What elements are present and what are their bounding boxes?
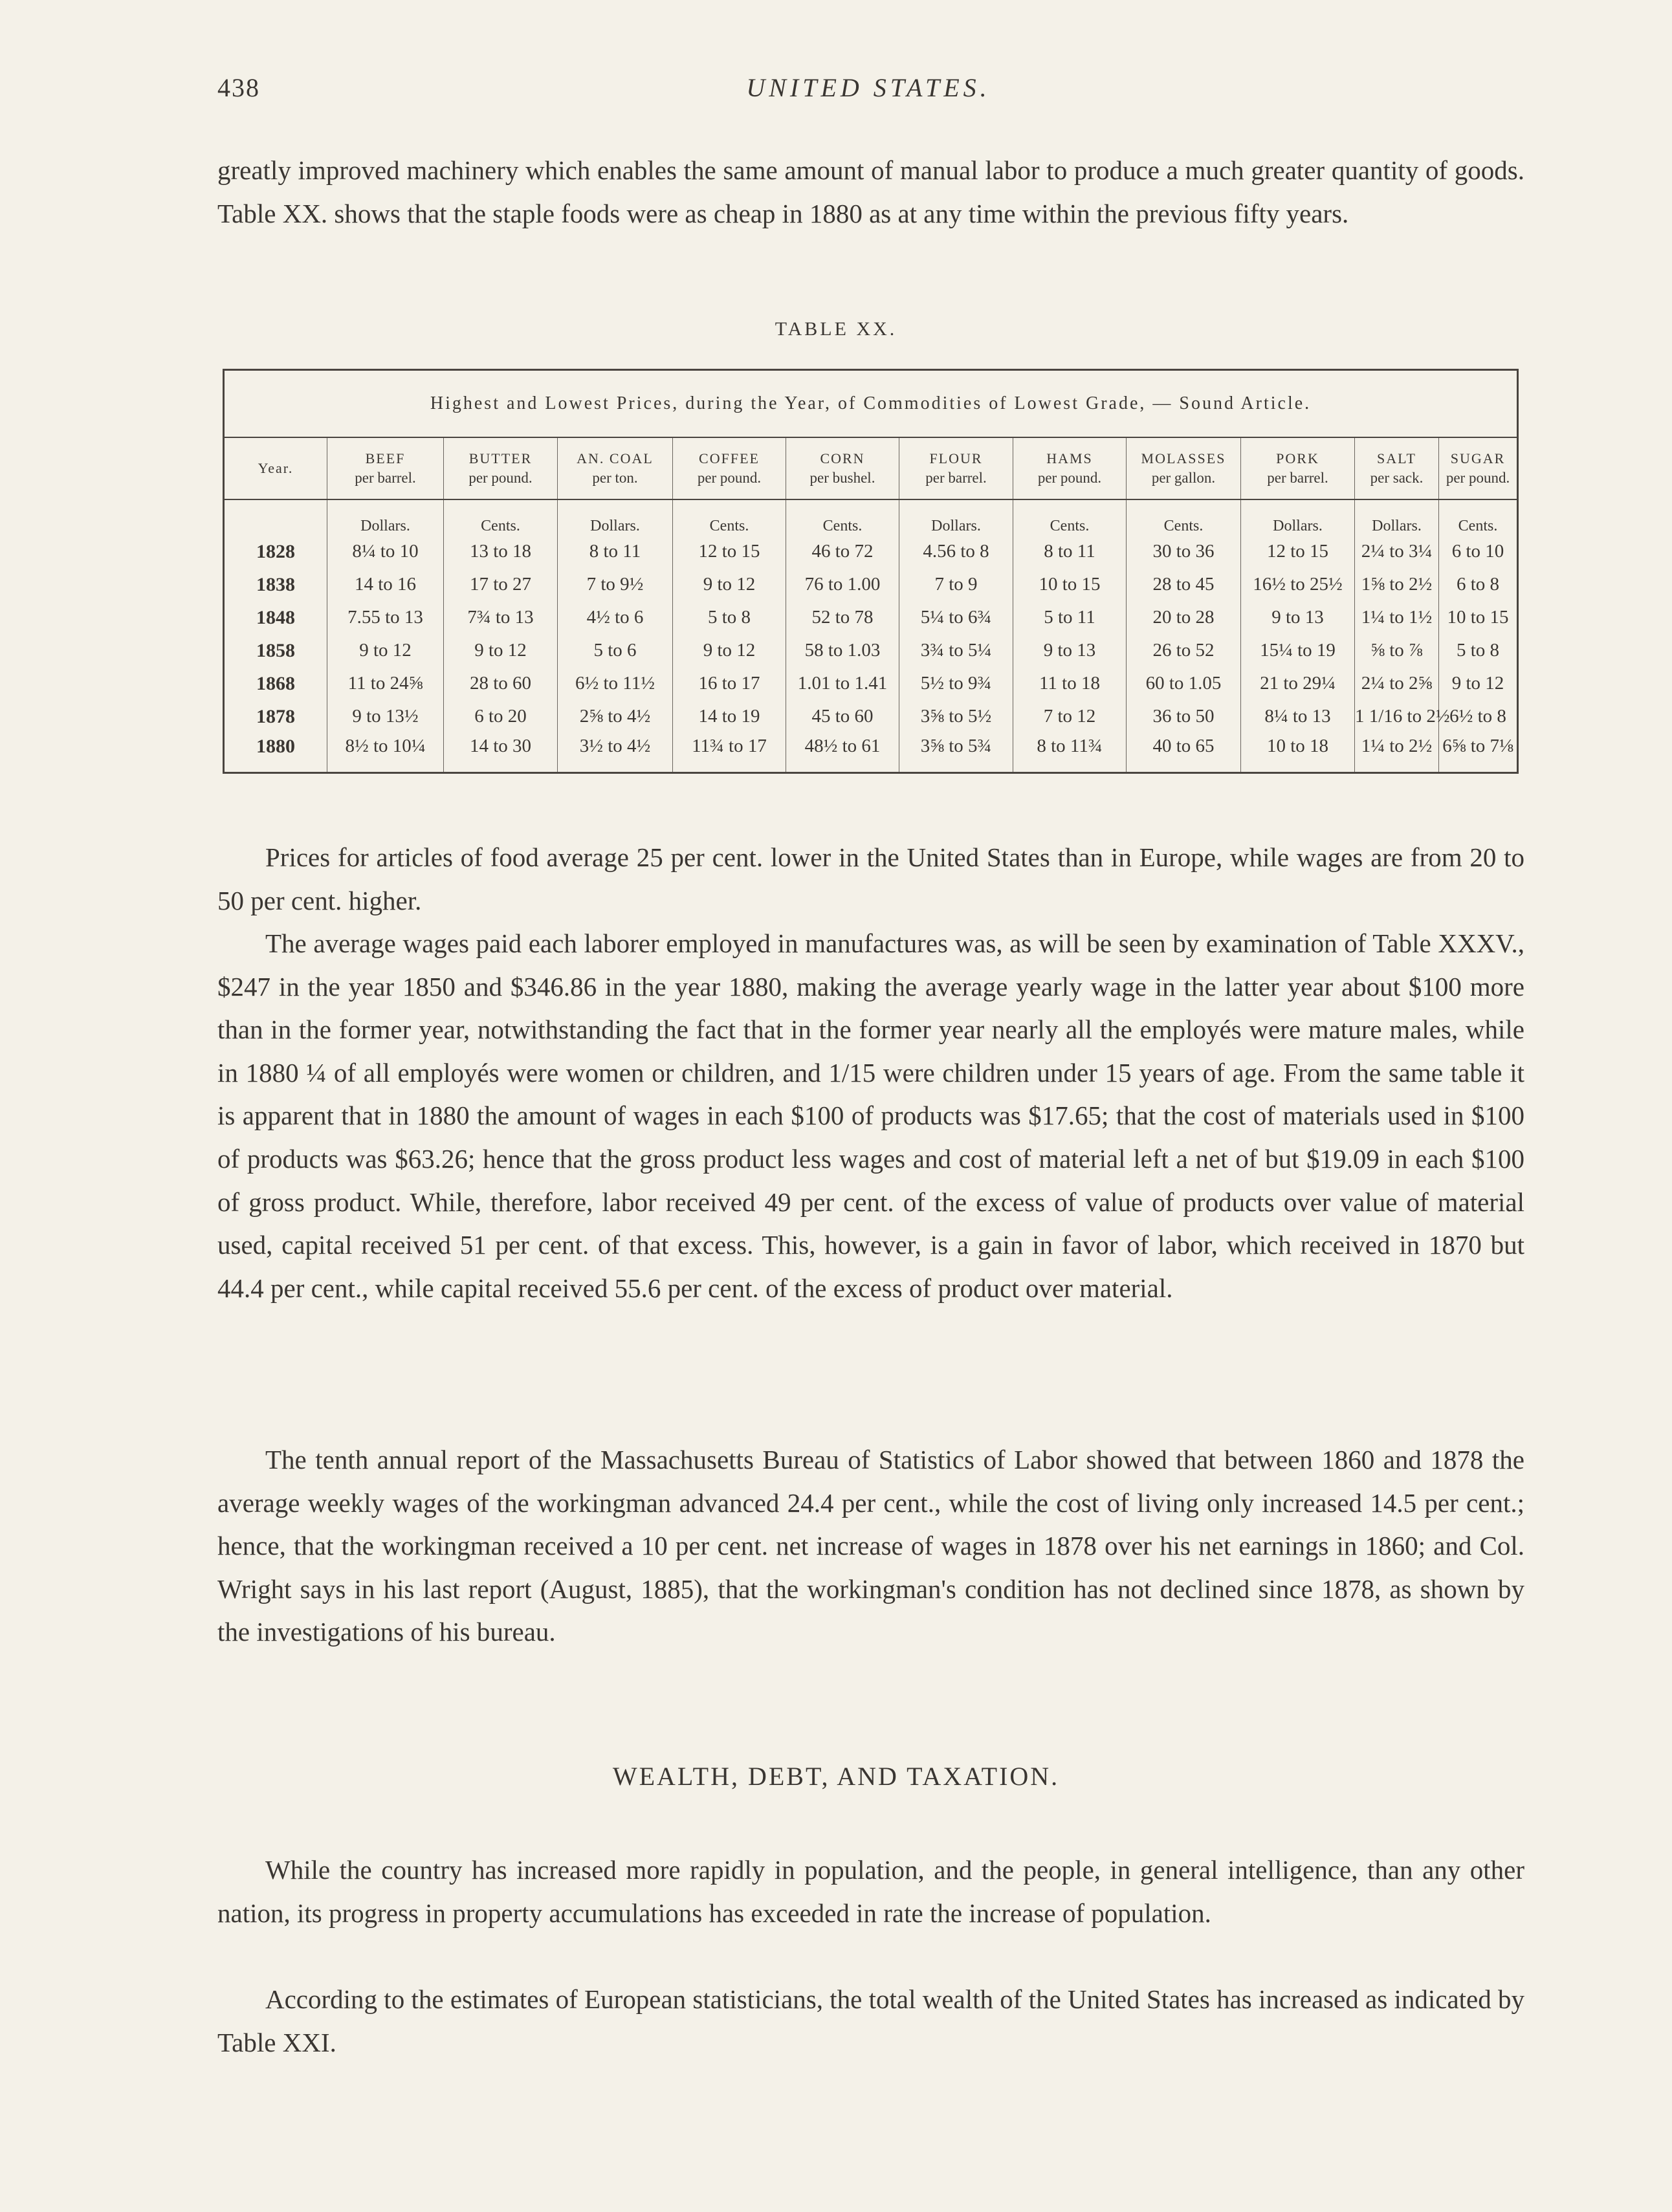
price-cell: 5¼ to 6¾	[899, 601, 1013, 634]
price-cell: 9 to 12	[327, 634, 444, 667]
column-header	[1127, 437, 1241, 499]
column-subtitle: per bushel.	[809, 470, 875, 486]
column-subtitle: per pound.	[697, 470, 762, 486]
column-header	[444, 437, 558, 499]
column-name: Year.	[258, 460, 294, 476]
price-cell: 36 to 50	[1127, 700, 1241, 733]
price-cell: 58 to 1.03	[786, 634, 899, 667]
column-subtitle: per barrel.	[925, 470, 987, 486]
price-cell: 8 to 11	[1013, 535, 1127, 568]
price-cell: 5 to 6	[558, 634, 673, 667]
column-name: SALT	[1377, 450, 1416, 466]
column-header	[1241, 437, 1355, 499]
price-cell: 14 to 30	[444, 733, 558, 773]
price-cell: 60 to 1.05	[1127, 667, 1241, 700]
price-cell: 6 to 10	[1439, 535, 1518, 568]
price-cell: 6⅝ to 7⅛	[1439, 733, 1518, 773]
price-cell: ⅝ to ⅞	[1355, 634, 1439, 667]
price-cell: 26 to 52	[1127, 634, 1241, 667]
unit-cell	[224, 499, 327, 535]
column-subtitle: per pound.	[468, 470, 533, 486]
price-cell: 3⅝ to 5¾	[899, 733, 1013, 773]
price-cell: 11 to 18	[1013, 667, 1127, 700]
column-name: CORN	[820, 450, 865, 466]
column-subtitle: per barrel.	[355, 470, 416, 486]
price-cell: 7.55 to 13	[327, 601, 444, 634]
table-row	[224, 535, 1518, 568]
price-cell: 9 to 12	[673, 634, 786, 667]
year-cell: 1848	[256, 606, 295, 628]
unit-cell: Dollars.	[327, 499, 444, 535]
column-header	[786, 437, 899, 499]
column-subtitle: per sack.	[1370, 470, 1424, 486]
year-cell: 1868	[256, 672, 295, 694]
column-header	[1355, 437, 1439, 499]
price-cell: 6 to 8	[1439, 568, 1518, 601]
paragraph-wealth: While the country has increased more rapidly in population, and the people, in general intelligence, than any other nation, its progress in property accumulations has exceeded in rate the increase of population.	[217, 1855, 1524, 1928]
column-name: BUTTER	[468, 450, 533, 466]
price-cell: 5 to 8	[673, 601, 786, 634]
column-subtitle: per barrel.	[1267, 470, 1328, 486]
price-cell: 13 to 18	[444, 535, 558, 568]
column-name: BEEF	[365, 450, 406, 466]
price-cell: 8½ to 10¼	[327, 733, 444, 773]
price-cell: 11 to 24⅝	[327, 667, 444, 700]
table-label: TABLE XX.	[775, 318, 897, 340]
price-cell: 10 to 18	[1241, 733, 1355, 773]
table-row	[224, 601, 1518, 634]
column-header	[558, 437, 673, 499]
running-title: UNITED STATES.	[746, 73, 991, 102]
unit-cell: Cents.	[444, 499, 558, 535]
price-cell: 14 to 16	[327, 568, 444, 601]
column-header	[1439, 437, 1518, 499]
price-cell: 30 to 36	[1127, 535, 1241, 568]
price-cell: 9 to 13	[1241, 601, 1355, 634]
price-cell: 7 to 9	[899, 568, 1013, 601]
table-body	[224, 499, 1518, 773]
paragraph-wages: The average wages paid each laborer employed in manufactures was, as will be seen by examination of Table XXXV., $247 in the year 1850 and $346.86 in the year 1880, making the average yearly wage in the latter year about $100 more than in the former year, notwithstanding the fact that in the former year nearly all the employés were mature males, while in 1880 ¼ of all employés were women or children, and 1/15 were children under 15 years of age. From the same table it is apparent that in 1880 the amount of wages in each $100 of products was $17.65; that the cost of materials used in $100 of products was $63.26; hence that the gross product less wages and cost of material left a net of but $19.09 in each $100 of gross product. While, therefore, labor received 49 per cent. of the excess of value of products over value of material used, capital received 51 per cent. of that excess. This, however, is a gain in favor of labor, which received in 1870 but 44.4 per cent., while capital received 55.6 per cent. of the excess of product over material.	[217, 928, 1524, 1303]
running-head	[217, 72, 1519, 111]
price-cell: 76 to 1.00	[786, 568, 899, 601]
column-subtitle: per ton.	[592, 470, 638, 486]
price-cell: 8 to 11	[558, 535, 673, 568]
price-cell: 48½ to 61	[786, 733, 899, 773]
column-header	[1013, 437, 1127, 499]
table-row	[224, 733, 1518, 773]
price-cell: 4½ to 6	[558, 601, 673, 634]
price-cell: 3½ to 4½	[558, 733, 673, 773]
price-cell: 10 to 15	[1013, 568, 1127, 601]
price-cell: 7 to 9½	[558, 568, 673, 601]
price-cell: 5 to 11	[1013, 601, 1127, 634]
table-row	[224, 700, 1518, 733]
price-cell: 4.56 to 8	[899, 535, 1013, 568]
paragraph-prices: Prices for articles of food average 25 per cent. lower in the United States than in Europe, while wages are from 20 to 50 per cent. higher.	[217, 842, 1524, 915]
price-cell: 3¾ to 5¼	[899, 634, 1013, 667]
price-cell: 14 to 19	[673, 700, 786, 733]
unit-row	[224, 499, 1518, 535]
column-name: COFFEE	[699, 450, 760, 466]
year-cell: 1858	[256, 639, 295, 661]
year-cell: 1880	[256, 736, 295, 757]
price-cell: 40 to 65	[1127, 733, 1241, 773]
price-cell: 1.01 to 1.41	[786, 667, 899, 700]
price-table	[223, 369, 1519, 774]
column-header	[224, 437, 327, 499]
paragraph-estimates: According to the estimates of European statisticians, the total wealth of the United States has increased as indicated by Table XXI.	[217, 1984, 1524, 2057]
price-cell: 9 to 12	[1439, 667, 1518, 700]
unit-cell: Dollars.	[1241, 499, 1355, 535]
price-cell: 5½ to 9¾	[899, 667, 1013, 700]
unit-cell: Cents.	[1127, 499, 1241, 535]
year-cell: 1838	[256, 573, 295, 595]
unit-cell: Dollars.	[1355, 499, 1439, 535]
unit-cell: Cents.	[673, 499, 786, 535]
table-row	[224, 667, 1518, 700]
price-cell: 8 to 11¾	[1013, 733, 1127, 773]
price-cell: 12 to 15	[673, 535, 786, 568]
price-cell: 3⅝ to 5½	[899, 700, 1013, 733]
column-subtitle: per pound.	[1446, 470, 1510, 486]
paragraph-massachusetts: The tenth annual report of the Massachusetts Bureau of Statistics of Labor showed that between 1860 and 1878 the average weekly wages of the workingman advanced 24.4 per cent., while the cost of living only increased 14.5 per cent.; hence, that the workingman received a 10 per cent. net increase of wages in 1878 over his net earnings in 1860; and Col. Wright says in his last report (August, 1885), that the workingman's condition has not declined since 1878, as shown by the investigations of his bureau.	[217, 1445, 1524, 1647]
price-cell: 16½ to 25½	[1241, 568, 1355, 601]
unit-cell: Cents.	[786, 499, 899, 535]
price-cell: 1⅝ to 2½	[1355, 568, 1439, 601]
price-cell: 2¼ to 3¼	[1355, 535, 1439, 568]
price-cell: 20 to 28	[1127, 601, 1241, 634]
price-cell: 9 to 12	[444, 634, 558, 667]
price-cell: 28 to 45	[1127, 568, 1241, 601]
price-cell: 6 to 20	[444, 700, 558, 733]
price-cell: 45 to 60	[786, 700, 899, 733]
column-name: AN. COAL	[577, 450, 654, 466]
unit-cell: Cents.	[1013, 499, 1127, 535]
price-cell: 1¼ to 1½	[1355, 601, 1439, 634]
price-cell: 15¼ to 19	[1241, 634, 1355, 667]
column-subtitle: per gallon.	[1151, 470, 1216, 486]
column-header-row	[224, 437, 1518, 499]
page-number: 438	[217, 73, 260, 102]
price-cell: 5 to 8	[1439, 634, 1518, 667]
price-cell: 9 to 12	[673, 568, 786, 601]
price-cell: 1 1/16 to 2½	[1355, 700, 1439, 733]
price-cell: 12 to 15	[1241, 535, 1355, 568]
table-row	[224, 634, 1518, 667]
column-name: FLOUR	[929, 450, 983, 466]
price-cell: 8¼ to 13	[1241, 700, 1355, 733]
column-header	[673, 437, 786, 499]
unit-cell: Cents.	[1439, 499, 1518, 535]
price-cell: 16 to 17	[673, 667, 786, 700]
price-cell: 9 to 13½	[327, 700, 444, 733]
table-row	[224, 568, 1518, 601]
price-cell: 6½ to 11½	[558, 667, 673, 700]
section-heading: WEALTH, DEBT, AND TAXATION.	[612, 1762, 1060, 1791]
unit-cell: Dollars.	[899, 499, 1013, 535]
column-header	[327, 437, 444, 499]
price-cell: 2⅝ to 4½	[558, 700, 673, 733]
year-cell: 1878	[256, 705, 295, 727]
price-cell: 11¾ to 17	[673, 733, 786, 773]
column-subtitle: per pound.	[1037, 470, 1102, 486]
intro-paragraph: greatly improved machinery which enables the same amount of manual labor to produce a much greater quantity of goods. Table XX. shows that the staple foods were as cheap in 1880 as at any time within the previous fifty years.	[217, 155, 1524, 228]
unit-cell: Dollars.	[558, 499, 673, 535]
column-header	[899, 437, 1013, 499]
price-cell: 7¾ to 13	[444, 601, 558, 634]
price-cell: 9 to 13	[1013, 634, 1127, 667]
year-cell: 1828	[256, 540, 295, 562]
table-caption: Highest and Lowest Prices, during the Year, of Commodities of Lowest Grade, — Sound Article.	[224, 370, 1518, 438]
price-cell: 7 to 12	[1013, 700, 1127, 733]
column-name: MOLASSES	[1141, 450, 1226, 466]
price-cell: 8¼ to 10	[327, 535, 444, 568]
column-name: PORK	[1276, 450, 1319, 466]
column-name: HAMS	[1046, 450, 1093, 466]
price-cell: 2¼ to 2⅝	[1355, 667, 1439, 700]
price-cell: 21 to 29¼	[1241, 667, 1355, 700]
price-cell: 1¼ to 2½	[1355, 733, 1439, 773]
price-cell: 46 to 72	[786, 535, 899, 568]
column-name: SUGAR	[1450, 450, 1506, 466]
price-cell: 28 to 60	[444, 667, 558, 700]
price-cell: 17 to 27	[444, 568, 558, 601]
price-cell: 52 to 78	[786, 601, 899, 634]
price-cell: 6½ to 8	[1439, 700, 1518, 733]
price-cell: 10 to 15	[1439, 601, 1518, 634]
